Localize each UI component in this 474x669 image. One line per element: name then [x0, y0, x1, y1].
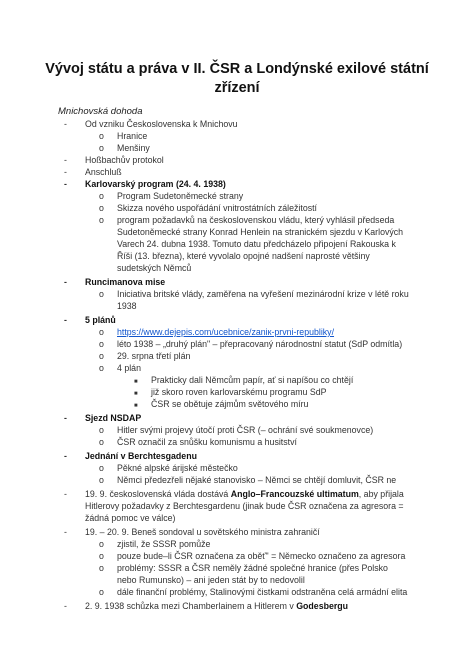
outline-line	[117, 425, 373, 436]
outline-line	[117, 363, 141, 374]
outline-line	[85, 277, 165, 288]
outline-line	[117, 539, 210, 550]
outline-line	[85, 489, 404, 500]
square-bullet-icon: ■	[134, 403, 138, 409]
outline-line	[85, 527, 320, 538]
dash-bullet-icon: -	[64, 315, 67, 325]
line-text: problémy: SSSR a ČSR neměly žádné společné hranice (přes Polsko	[117, 563, 388, 573]
outline-line	[85, 155, 164, 166]
outline-line	[117, 227, 403, 238]
line-text: 5 plánů	[85, 315, 116, 325]
circle-bullet-icon: o	[99, 363, 104, 373]
outline-line	[117, 351, 190, 362]
outline-line	[85, 119, 238, 130]
circle-bullet-icon: o	[99, 539, 104, 549]
line-text: program požadavků na československou vládu, který vyhlásil předseda	[117, 215, 395, 225]
circle-bullet-icon: o	[99, 551, 104, 561]
dash-bullet-icon: -	[64, 527, 67, 537]
circle-bullet-icon: o	[99, 587, 104, 597]
dash-bullet-icon: -	[64, 155, 67, 165]
outline-line	[117, 203, 317, 214]
outline-line	[117, 463, 238, 474]
line-text: Anglo–Francouzské ultimatum	[230, 489, 359, 499]
line-text: Program Sudetoněmecké strany	[117, 191, 244, 201]
circle-bullet-icon: o	[99, 131, 104, 141]
line-text: 19. – 20. 9. Beneš sondoval u sovětského ministra zahraničí	[85, 527, 320, 537]
circle-bullet-icon: o	[99, 327, 104, 337]
reference-link[interactable]: https://www.dejepis.com/ucebnice/zaniк-prvni-republiky/	[117, 327, 335, 337]
outline-line	[117, 551, 405, 562]
outline-line	[85, 167, 122, 178]
line-text: ČSR označil za snůšku komunismu a husitství	[117, 437, 297, 447]
line-text: 2. 9. 1938 schůzka mezi Chamberlainem a Hitlerem v	[85, 601, 297, 611]
line-text: 4 plán	[117, 363, 141, 373]
outline-line	[117, 327, 334, 338]
outline-line	[85, 601, 348, 612]
outline-line	[117, 301, 137, 312]
line-text: Sudetoněmecké strany Konrad Henlein na stranickém sjezdu v Karlových	[117, 227, 404, 237]
circle-bullet-icon: o	[99, 425, 104, 435]
outline-line	[117, 475, 396, 486]
outline-line	[117, 563, 388, 574]
line-text: Sjezd NSDAP	[85, 413, 142, 423]
title-line-2: zřízení	[214, 80, 260, 96]
line-text: dále finanční problémy, Stalinovými čistkami odstraněna celá armádní elita	[117, 587, 408, 597]
line-text: , aby přijala	[358, 489, 404, 499]
line-text: Varech 24. dubna 1938. Tomuto datu předcházelo připojení Rakouska k	[117, 239, 396, 249]
outline-line	[85, 451, 197, 462]
line-text: Menšiny	[117, 143, 150, 153]
dash-bullet-icon: -	[64, 413, 67, 423]
outline-line	[117, 587, 407, 598]
line-text: Hranice	[117, 131, 148, 141]
line-text: žádná pomoc ve válce)	[85, 513, 176, 523]
line-text: již skoro roven karlovarskému programu SdP	[151, 387, 327, 397]
square-bullet-icon: ■	[134, 391, 138, 397]
dash-bullet-icon: -	[64, 119, 67, 129]
outline-line	[85, 513, 175, 524]
document-title	[40, 60, 434, 98]
outline-line	[117, 289, 409, 300]
line-text: Od vzniku Československa k Mnichovu	[85, 119, 238, 129]
line-text: Hitler svými projevy útočí proti ČSR (– ochrání své soukmenovce)	[117, 425, 374, 435]
line-text: sudetských Němců	[117, 263, 192, 273]
line-text: Pěkné alpské árijské městečko	[117, 463, 238, 473]
outline-line	[117, 251, 370, 262]
outline-line	[151, 387, 327, 398]
circle-bullet-icon: o	[99, 339, 104, 349]
line-text: zjistil, že SSSR pomůže	[117, 539, 211, 549]
outline-line	[117, 437, 297, 448]
line-text: Říši (13. března), které vyvolalo opojné nadšení naprosté většiny	[117, 251, 370, 261]
circle-bullet-icon: o	[99, 143, 104, 153]
outline-line	[151, 375, 353, 386]
section-heading: Mnichovská dohoda	[58, 106, 143, 117]
outline-line	[117, 263, 191, 274]
line-text: 1938	[117, 301, 137, 311]
line-text: 29. srpna třetí plán	[117, 351, 191, 361]
circle-bullet-icon: o	[99, 203, 104, 213]
dash-bullet-icon: -	[64, 179, 67, 189]
line-text: Godesbergu	[296, 601, 349, 611]
outline-line	[117, 339, 402, 350]
square-bullet-icon: ■	[134, 379, 138, 385]
outline-line	[151, 399, 308, 410]
circle-bullet-icon: o	[99, 563, 104, 573]
circle-bullet-icon: o	[99, 463, 104, 473]
circle-bullet-icon: o	[99, 475, 104, 485]
line-text: Prakticky dali Němcům papír, ať si napíšou co chtějí	[151, 375, 354, 385]
outline-line	[117, 143, 150, 154]
dash-bullet-icon: -	[64, 451, 67, 461]
outline-line	[85, 315, 116, 326]
line-text: léto 1938 – „druhý plán" – přepracovaný národnostní statut (SdP odmítla)	[117, 339, 403, 349]
line-text: Hoßbachův protokol	[85, 155, 164, 165]
outline-line	[85, 179, 226, 190]
line-text: Iniciativa britské vlády, zaměřena na vyřešení mezinárodní krize v létě roku	[117, 289, 409, 299]
outline-line	[117, 131, 147, 142]
outline-line	[117, 191, 243, 202]
outline-line	[117, 215, 394, 226]
line-text: pouze bude–li ČSR označena za oběť" = Německo označeno za agresora	[117, 551, 406, 561]
line-text: Anschluß	[85, 167, 122, 177]
line-text: Jednání v Berchtesgadenu	[85, 451, 197, 461]
title-line-1: Vývoj státu a práva v II. ČSR a Londýnské exilové státní	[45, 61, 429, 77]
line-text: Runcimanova mise	[85, 277, 166, 287]
line-text: ČSR se obětuje zájmům světového míru	[151, 399, 309, 409]
line-text: Karlovarský program (24. 4. 1938)	[85, 179, 226, 189]
outline-line	[117, 575, 305, 586]
circle-bullet-icon: o	[99, 191, 104, 201]
dash-bullet-icon: -	[64, 167, 67, 177]
line-text: 19. 9. československá vláda dostává	[85, 489, 231, 499]
line-text: Němci předezřeli nějaké stanovisko – Němci se chtějí domluvit, ČSR ne	[117, 475, 397, 485]
line-text: Hitlerovy požadavky z Berchtesgardenu (jinak bude ČSR označena za agresora =	[85, 501, 404, 511]
line-text: nebo Rumunsko) – ani jeden stát by to nedovolil	[117, 575, 305, 585]
dash-bullet-icon: -	[64, 277, 67, 287]
dash-bullet-icon: -	[64, 489, 67, 499]
circle-bullet-icon: o	[99, 215, 104, 225]
circle-bullet-icon: o	[99, 351, 104, 361]
line-text: Skizza nového uspořádání vnitrostátních záležitostí	[117, 203, 317, 213]
outline-line	[117, 239, 396, 250]
circle-bullet-icon: o	[99, 437, 104, 447]
outline-line	[85, 413, 141, 424]
dash-bullet-icon: -	[64, 601, 67, 611]
outline-line	[85, 501, 404, 512]
circle-bullet-icon: o	[99, 289, 104, 299]
